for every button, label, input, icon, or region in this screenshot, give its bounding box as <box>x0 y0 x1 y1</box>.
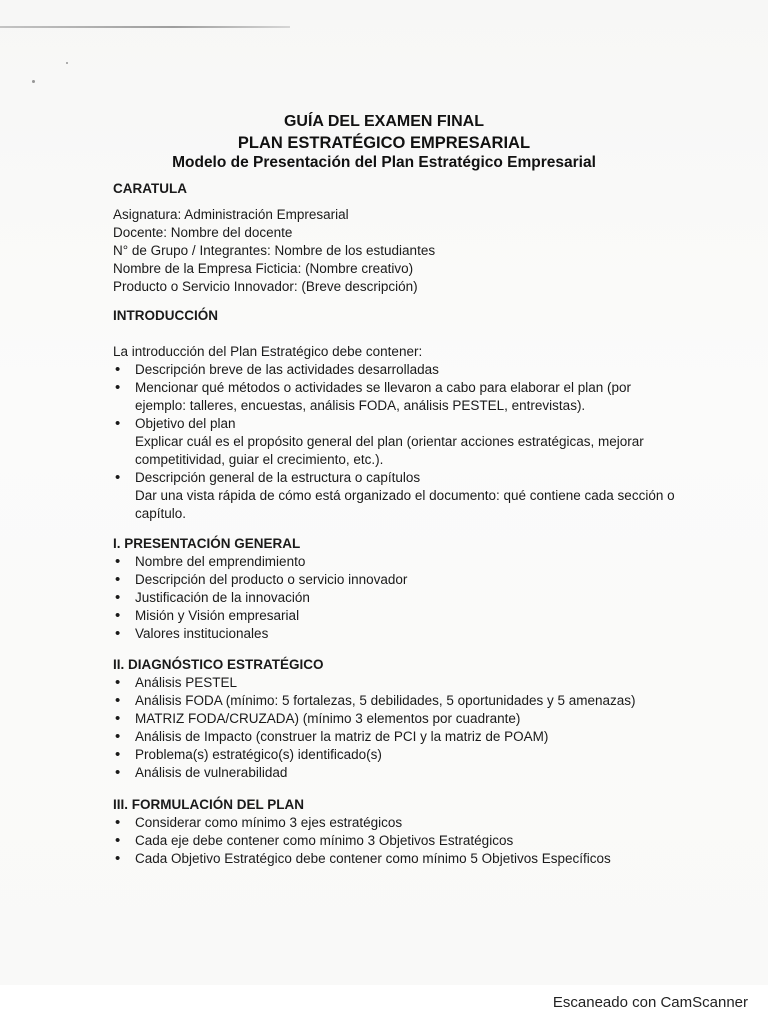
caratula-section <box>113 180 683 296</box>
diagnostico-section <box>113 656 683 782</box>
list-item: • Análisis PESTEL <box>113 674 683 692</box>
caratula-line: Producto o Servicio Innovador: (Breve descripción) <box>113 279 418 294</box>
list-item: • MATRIZ FODA/CRUZADA) (mínimo 3 elementos por cuadrante) <box>113 710 683 728</box>
presentacion-heading: I. PRESENTACIÓN GENERAL <box>113 536 301 551</box>
list-item: • Misión y Visión empresarial <box>113 607 683 625</box>
list-item: • Valores institucionales <box>113 625 683 643</box>
scan-speck <box>32 80 35 83</box>
list-item: • Justificación de la innovación <box>113 589 683 607</box>
introduccion-list <box>113 361 683 523</box>
list-item: • Análisis de vulnerabilidad <box>113 764 683 782</box>
introduccion-heading: INTRODUCCIÓN <box>113 308 218 323</box>
introduccion-intro: La introducción del Plan Estratégico debe contener: <box>113 344 423 359</box>
caratula-line: Nombre de la Empresa Ficticia: (Nombre creativo) <box>113 261 414 276</box>
formulacion-heading: III. FORMULACIÓN DEL PLAN <box>113 797 304 812</box>
list-item-text: Mencionar qué métodos o actividades se llevaron a cabo para elaborar el plan (por ejemplo: talleres, encuestas, análisis FODA, análisis PESTEL, entrevistas). <box>135 380 632 413</box>
scan-speck <box>66 62 68 64</box>
list-item <box>113 415 683 469</box>
scan-artifact-line <box>0 26 290 28</box>
introduccion-section <box>113 307 683 523</box>
list-item: • Análisis de Impacto (construer la matriz de PCI y la matriz de POAM) <box>113 728 683 746</box>
camscanner-watermark: Escaneado con CamScanner <box>552 994 748 1011</box>
doc-title-line1: GUÍA DEL EXAMEN FINAL <box>283 113 484 130</box>
caratula-heading: CARATULA <box>113 181 187 196</box>
list-item: • Descripción del producto o servicio innovador <box>113 571 683 589</box>
doc-title-line2: PLAN ESTRATÉGICO EMPRESARIAL <box>237 134 531 152</box>
diagnostico-list <box>113 674 683 782</box>
formulacion-list <box>113 814 683 868</box>
list-item <box>113 379 683 415</box>
list-item: • Problema(s) estratégico(s) identificado(s) <box>113 746 683 764</box>
list-item: • Cada eje debe contener como mínimo 3 Objetivos Estratégicos <box>113 832 683 850</box>
list-item-text: Descripción general de la estructura o capítulos <box>135 470 421 485</box>
formulacion-section <box>113 796 683 868</box>
list-item <box>113 361 683 379</box>
list-item: • Análisis FODA (mínimo: 5 fortalezas, 5 debilidades, 5 oportunidades y 5 amenazas) <box>113 692 683 710</box>
caratula-line: Docente: Nombre del docente <box>113 225 293 240</box>
diagnostico-heading: II. DIAGNÓSTICO ESTRATÉGICO <box>113 657 324 672</box>
list-item: • Nombre del emprendimiento <box>113 553 683 571</box>
list-item-text: Descripción breve de las actividades desarrolladas <box>135 362 439 377</box>
list-item-detail: Dar una vista rápida de cómo está organizado el documento: qué contiene cada sección o capítulo. <box>135 488 675 521</box>
presentacion-section <box>113 535 683 643</box>
list-item: • Considerar como mínimo 3 ejes estratégicos <box>113 814 683 832</box>
list-item: • Cada Objetivo Estratégico debe contener como mínimo 5 Objetivos Específicos <box>113 850 683 868</box>
caratula-line: N° de Grupo / Integrantes: Nombre de los estudiantes <box>113 243 436 258</box>
caratula-line: Asignatura: Administración Empresarial <box>113 207 349 222</box>
list-item-text: Objetivo del plan <box>135 416 236 431</box>
list-item <box>113 469 683 523</box>
doc-title-line3: Modelo de Presentación del Plan Estratégico Empresarial <box>172 154 596 171</box>
presentacion-list <box>113 553 683 643</box>
list-item-detail: Explicar cuál es el propósito general del plan (orientar acciones estratégicas, mejorar competitividad, guiar el crecimiento, etc.). <box>135 434 644 467</box>
